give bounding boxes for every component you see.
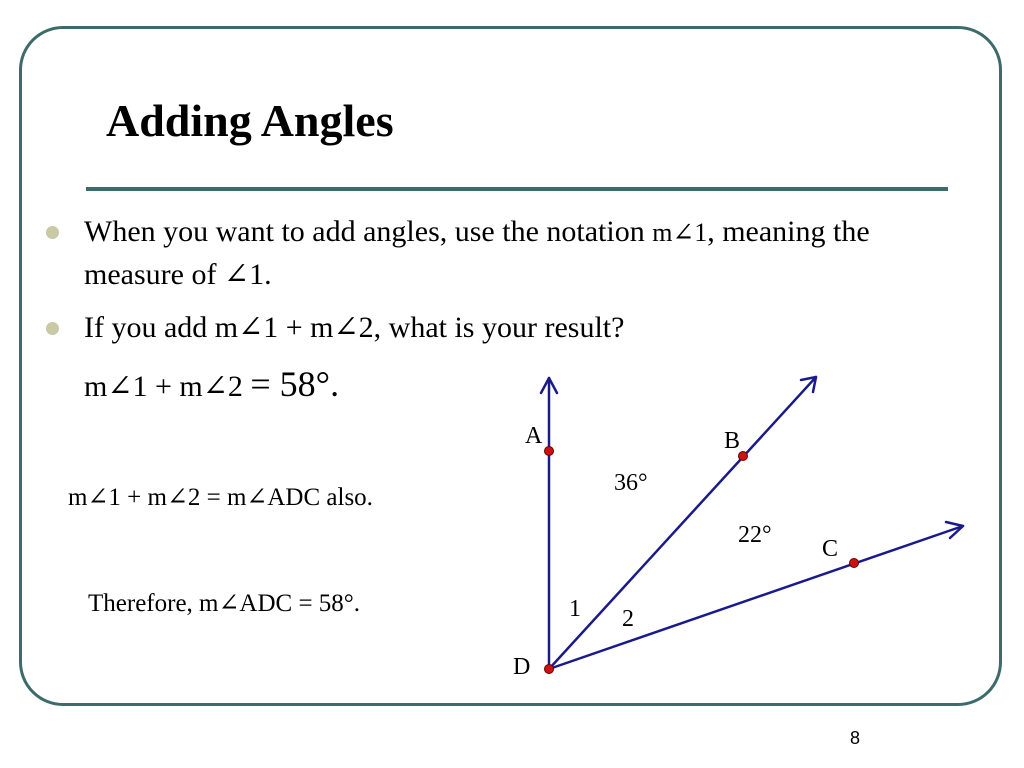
- angle-label-1: 1: [569, 596, 581, 622]
- point-label-c: C: [822, 536, 839, 562]
- page-number: 8: [850, 728, 861, 748]
- angle-label-2: 2: [622, 606, 634, 632]
- conclusion-text: Therefore, m∠ADC = 58°.: [88, 590, 361, 617]
- angle-measure-36: 36°: [614, 470, 648, 496]
- bullet-text-before: When you want to add angles, use the notation: [84, 215, 653, 248]
- ray-db: [549, 377, 816, 669]
- notation-text: m∠1: [652, 218, 708, 247]
- sum-equation: m∠1 + m∠2 = m∠ADC also.: [68, 484, 373, 511]
- bullet-text-after: , meaning the measure of ∠1.: [84, 215, 870, 291]
- point-a: [545, 447, 554, 456]
- angle-measure-22: 22°: [738, 522, 772, 548]
- result-expression: m∠1 + m∠2: [84, 370, 251, 403]
- point-label-d: D: [513, 654, 531, 680]
- point-c: [850, 559, 859, 568]
- point-label-a: A: [525, 423, 543, 449]
- point-label-b: B: [724, 428, 741, 454]
- bullet-text: If you add m∠1 + m∠2, what is your result?: [84, 311, 625, 344]
- result-value: = 58°.: [250, 364, 340, 404]
- point-d: [545, 665, 554, 674]
- slide-title: Adding Angles: [106, 95, 394, 146]
